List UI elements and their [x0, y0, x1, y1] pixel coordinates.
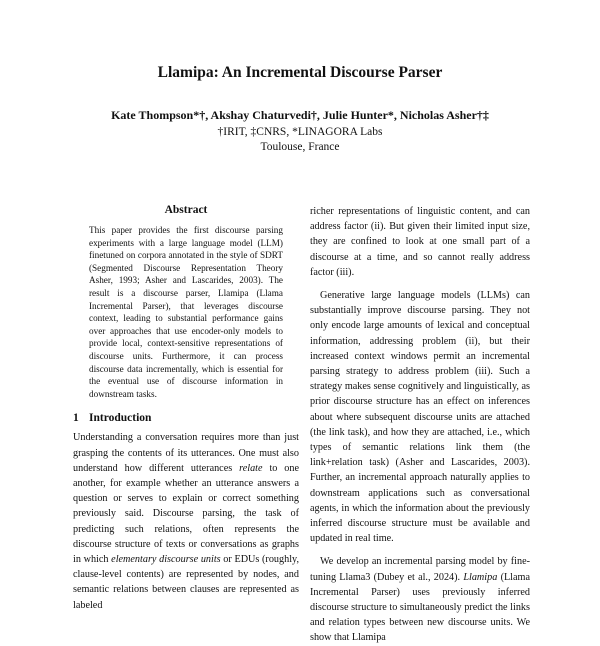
left-column: [73, 204, 299, 613]
intro-text-c: or EDUs (roughly, clause-level contents) are represented by nodes, and semantic relations between clauses are represented as labeled: [73, 553, 300, 611]
right-paragraph-1: Generative large language models (LLMs) can substantially improve discourse parsing. They not only encode large amounts of lexical and conceptual information, addressing problem (ii), but their increased context windows permit an incremental parsing strategy to address problem (iii). Such a strategy makes sense cognitively and linguistically, as prior discourse structure has an effect on inferences about where subsequent discourse units are attached (the link task), and how they are attached, i.e., which types of semantic relations link them (the link+relation task) (Asher and Lascarides, 2003). Further, an incremental approach naturally applies to downstream applications such as conversational agents, in which the information about the previously inferred discourse structure must be available and updated in real time.: [310, 290, 530, 545]
affiliations: [0, 125, 600, 155]
intro-text-relate: relate: [239, 462, 263, 474]
affiliation-location: Toulouse, France: [260, 141, 340, 153]
paper-title: Llamipa: An Incremental Discourse Parser: [157, 64, 443, 81]
right-text-a: We develop an incremental parsing model by fine-tuning Llama3 (Dubey et al., 2024).: [310, 556, 530, 583]
section-heading-introduction: [73, 412, 299, 424]
right-text-llamipa: Llamipa: [463, 571, 498, 583]
right-paragraph-2: [310, 554, 530, 645]
affiliation-institutions: †IRIT, ‡CNRS, *LINAGORA Labs: [217, 126, 383, 138]
section-title-text: Introduction: [89, 412, 152, 425]
intro-text-b: to one another, for example whether an utterance answers a question or serves to explain or correct something previously said. Discourse parsing, the task of predicting such relations, often represents the discourse structure of texts or conversations as graphs in which: [73, 462, 299, 565]
intro-text-edu: elementary discourse units: [111, 553, 221, 565]
right-paragraph-0: richer representations of linguistic content, and can address factor (ii). But given their limited input size, they are confined to look at one small part of a discourse at a time, and so cannot really address factor (iii).: [310, 206, 530, 278]
section-number: 1: [73, 412, 79, 425]
intro-text-a: Understanding a conversation requires more than just grasping the contents of its utterances. One must also understand how different utterances: [73, 432, 299, 474]
right-column: [310, 204, 530, 646]
abstract-text: This paper provides the first discourse parsing experiments with a large language model (LLM) finetuned on corpora annotated in the style of SDRT (Segmented Discourse Representation Theory Asher, 1993; Asher and Lascarides, 2003). The result is a discourse parser, Llamipa (Llama Incremental Parser), that leverages discourse context, leading to substantial performance gains over approaches that use encoder-only models to provide local, context-sensitive representations of discourse units. Furthermore, it can process discourse data incrementally, which is essential for the eventual use of discourse information in downstream tasks.: [89, 225, 283, 399]
abstract-heading: Abstract: [164, 204, 208, 216]
intro-paragraph-1: [73, 430, 299, 612]
author-list: Kate Thompson*†, Akshay Chaturvedi†, Julie Hunter*, Nicholas Asher†‡: [111, 108, 489, 122]
right-text-b: (Llama Incremental Parser) uses previously inferred discourse structure to simultaneously predict the links and relation types between new discourse units. We show that Llamipa: [310, 571, 530, 644]
